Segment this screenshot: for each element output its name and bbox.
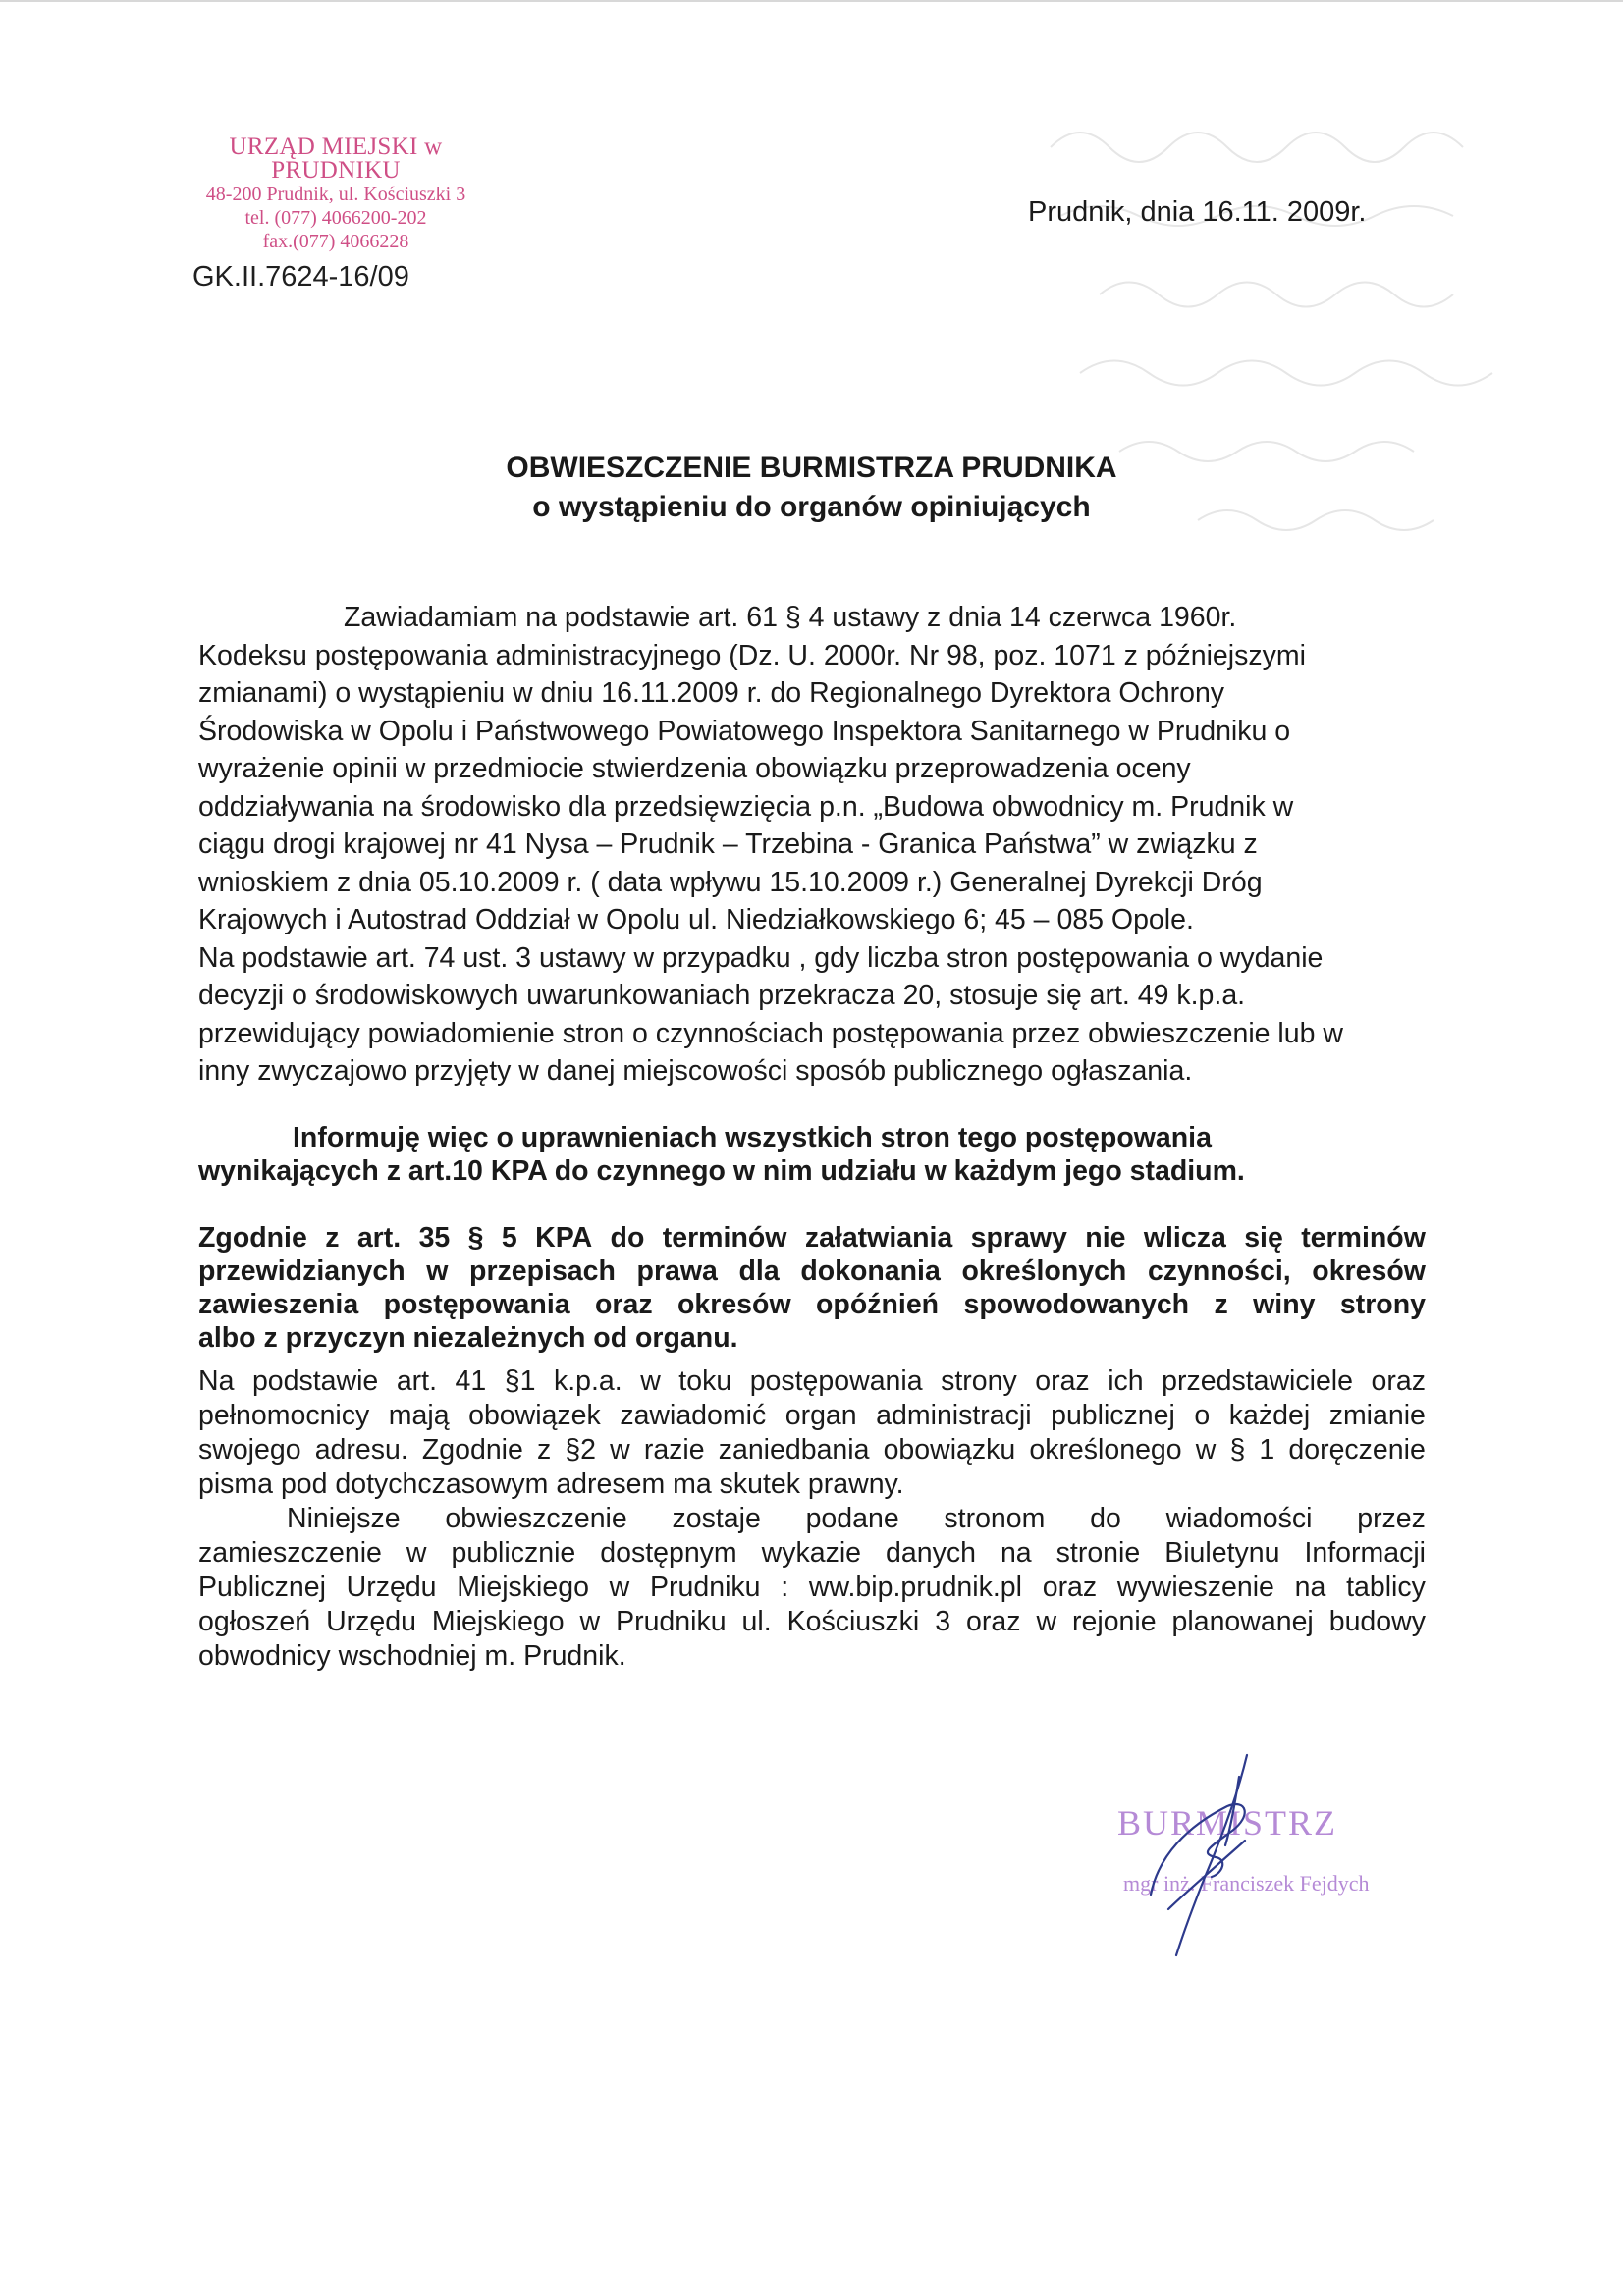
word: Prudniku	[650, 1572, 761, 1603]
word: czynności,	[1147, 1255, 1291, 1287]
word: przez	[1357, 1503, 1426, 1534]
word: dokonania	[800, 1255, 941, 1287]
word: zaniedbania	[718, 1434, 870, 1466]
word: zawiadomić	[620, 1400, 767, 1431]
word: oraz	[1371, 1365, 1426, 1397]
word: adresu.	[314, 1434, 408, 1466]
word: doręczenie	[1288, 1434, 1426, 1466]
stamp-tel: tel. (077) 4066200-202	[244, 207, 427, 229]
article-35-notice	[198, 1221, 1426, 1355]
publication-line: obwodnicy wschodniej m. Prudnik.	[198, 1640, 626, 1672]
word: o	[1194, 1400, 1211, 1431]
mayor-title: BURMISTRZ	[1117, 1803, 1338, 1842]
word: planowanej	[1171, 1606, 1314, 1637]
stamp-title: URZĄD MIEJSKI w PRUDNIKU	[229, 133, 443, 184]
word: podane	[805, 1503, 899, 1534]
body-line: wyrażenie opinii w przedmiocie stwierdzenia obowiązku przeprowadzenia oceny	[198, 753, 1191, 784]
word: zawieszenia	[198, 1289, 359, 1320]
address-line	[198, 1399, 1426, 1433]
word: w	[1195, 1434, 1217, 1466]
word: z	[325, 1222, 340, 1254]
word: z	[536, 1434, 552, 1466]
word: ich	[1108, 1365, 1144, 1397]
word: terminów	[662, 1222, 787, 1254]
word: z	[1214, 1289, 1228, 1320]
body-line: decyzji o środowiskowych uwarunkowaniach przekracza 20, stosuje się art. 49 k.p.a.	[198, 980, 1246, 1011]
body-line: oddziaływania na środowisko dla przedsięwzięcia p.n. „Budowa obwodnicy m. Prudnik w	[198, 790, 1294, 823]
place-date: Prudnik, dnia 16.11. 2009r.	[1028, 196, 1367, 228]
body-line: Kodeksu postępowania administracyjnego (Dz. U. 2000r. Nr 98, poz. 1071 z późniejszymi	[198, 639, 1306, 671]
word: opóźnień	[816, 1289, 940, 1320]
word: Na	[198, 1365, 235, 1397]
word: Biuletynu	[1164, 1537, 1280, 1569]
word: ogłoszeń	[198, 1606, 311, 1637]
word: obwieszczenie	[445, 1503, 627, 1534]
publication-line	[198, 1571, 1426, 1605]
word: określonego	[1029, 1434, 1182, 1466]
body-line: ciągu drogi krajowej nr 41 Nysa – Prudnik – Trzebina - Granica Państwa” w związku z	[198, 828, 1258, 860]
word: obowiązku	[883, 1434, 1016, 1466]
body-line: Środowiska w Opolu i Państwowego Powiatowego Inspektora Sanitarnego w Prudniku o	[198, 715, 1291, 747]
stamp-fax: fax.(077) 4066228	[262, 231, 409, 252]
word: Publicznej	[198, 1572, 326, 1603]
word: w	[406, 1537, 427, 1569]
word: do	[610, 1222, 645, 1254]
word: spowodowanych	[963, 1289, 1190, 1320]
body-line: inny zwyczajowo przyjęty w danej miejscowości sposób publicznego ogłaszania.	[198, 1055, 1193, 1087]
body-line: Krajowych i Autostrad Oddział w Opolu ul. Niedziałkowskiego 6; 45 – 085 Opole.	[198, 904, 1194, 935]
word: wykazie	[761, 1537, 862, 1569]
word: KPA	[535, 1222, 593, 1254]
word: terminów	[1301, 1222, 1426, 1254]
word: swojego	[198, 1434, 301, 1466]
word: Niniejsze	[287, 1503, 401, 1534]
word: dla	[738, 1255, 780, 1287]
word: stronom	[944, 1503, 1046, 1534]
word: prawa	[636, 1255, 718, 1287]
word: się	[1244, 1222, 1283, 1254]
article-35-line: albo z przyczyn niezależnych od organu.	[198, 1322, 738, 1354]
word: zostaje	[672, 1503, 761, 1534]
publication-line	[198, 1605, 1426, 1639]
address-line	[198, 1433, 1426, 1468]
rights-line: wynikających z art.10 KPA do czynnego w nim udziału w każdym jego stadium.	[198, 1155, 1245, 1187]
rights-line: Informuję więc o uprawnieniach wszystkich stron tego postępowania	[293, 1122, 1212, 1153]
word: oraz	[594, 1289, 653, 1320]
word: §1	[504, 1365, 536, 1397]
word: przewidzianych	[198, 1255, 406, 1287]
word: razie	[643, 1434, 705, 1466]
word: mają	[388, 1400, 450, 1431]
word: strony	[1339, 1289, 1426, 1320]
document-subtitle: o wystąpieniu do organów opiniujących	[532, 491, 1091, 523]
body-line: Zawiadamiam na podstawie art. 61 § 4 ustawy z dnia 14 czerwca 1960r.	[344, 602, 1237, 633]
word: :	[781, 1572, 789, 1603]
word: okresów	[676, 1289, 791, 1320]
word: tablicy	[1346, 1572, 1426, 1603]
word: pełnomocnicy	[198, 1400, 370, 1431]
document-title: OBWIESZCZENIE BURMISTRZA PRUDNIKA	[506, 452, 1117, 484]
word: przedstawiciele	[1162, 1365, 1353, 1397]
word: postępowania	[749, 1365, 923, 1397]
word: Kościuszki	[786, 1606, 920, 1637]
word: art.	[396, 1365, 437, 1397]
word: 5	[501, 1222, 517, 1254]
word: Zgodnie	[198, 1222, 307, 1254]
rights-notice	[198, 1121, 1426, 1188]
address-line	[198, 1364, 1426, 1399]
word: przepisach	[469, 1255, 616, 1287]
word: §	[1229, 1434, 1246, 1466]
word: wlicza	[1143, 1222, 1226, 1254]
word: Urzędu	[346, 1572, 437, 1603]
word: art.	[356, 1222, 402, 1254]
article-35-line	[198, 1255, 1426, 1288]
body-line: wnioskiem z dnia 05.10.2009 r. ( data wpływu 15.10.2009 r.) Generalnej Dyrekcji Dróg	[198, 866, 1263, 898]
word: zmianie	[1328, 1400, 1426, 1431]
body-line: zmianami) o wystąpieniu w dniu 16.11.2009 r. do Regionalnego Dyrektora Ochrony	[198, 677, 1225, 709]
body-paragraph	[198, 599, 1426, 1091]
word: stronie	[1055, 1537, 1141, 1569]
word: oraz	[1035, 1365, 1090, 1397]
word: §	[467, 1222, 484, 1254]
word: Miejskiego	[457, 1572, 589, 1603]
word: postępowania	[383, 1289, 570, 1320]
word: Prudniku	[616, 1606, 727, 1637]
word: w	[640, 1365, 661, 1397]
word: §2	[565, 1434, 597, 1466]
word: podstawie	[251, 1365, 379, 1397]
word: oraz	[1042, 1572, 1098, 1603]
body-line: przewidujący powiadomienie stron o czynnościach postępowania przez obwieszczenie lub w	[198, 1017, 1343, 1049]
word: publicznie	[451, 1537, 576, 1569]
word: publicznej	[1051, 1400, 1175, 1431]
word: zamieszczenie	[198, 1537, 382, 1569]
word: do	[1090, 1503, 1121, 1534]
word: sprawy	[970, 1222, 1067, 1254]
word: k.p.a.	[553, 1365, 622, 1397]
office-stamp	[169, 135, 503, 253]
word: w	[426, 1255, 449, 1287]
word: określonych	[961, 1255, 1127, 1287]
article-35-line	[198, 1288, 1426, 1321]
mayor-name: mgr inż. Franciszek Fejdych	[1123, 1871, 1370, 1896]
stamp-address: 48-200 Prudnik, ul. Kościuszki 3	[205, 184, 466, 205]
word: ww.bip.prudnik.pl	[808, 1572, 1022, 1603]
word: na	[1294, 1572, 1326, 1603]
word: strony	[941, 1365, 1017, 1397]
word: oraz	[966, 1606, 1021, 1637]
word: 35	[418, 1222, 451, 1254]
address-change-and-publication	[198, 1364, 1426, 1674]
word: budowy	[1328, 1606, 1426, 1637]
word: okresów	[1312, 1255, 1426, 1287]
word: nie	[1085, 1222, 1126, 1254]
word: w	[609, 1572, 630, 1603]
word: Informacji	[1304, 1537, 1426, 1569]
word: rejonie	[1072, 1606, 1157, 1637]
body-line: Na podstawie art. 74 ust. 3 ustawy w przypadku , gdy liczba stron postępowania o wydanie	[198, 941, 1324, 974]
word: w	[610, 1434, 630, 1466]
word: wiadomości	[1165, 1503, 1313, 1534]
word: dostępnym	[600, 1537, 737, 1569]
word: Zgodnie	[421, 1434, 523, 1466]
word: każdej	[1228, 1400, 1311, 1431]
word: w	[579, 1606, 601, 1637]
word: ul.	[741, 1606, 772, 1637]
word: na	[1000, 1537, 1032, 1569]
word: obowiązek	[468, 1400, 601, 1431]
word: winy	[1253, 1289, 1316, 1320]
word: 3	[935, 1606, 951, 1637]
word: danych	[886, 1537, 976, 1569]
publication-line	[198, 1536, 1426, 1571]
word: administracji	[876, 1400, 1032, 1431]
word: załatwiania	[804, 1222, 953, 1254]
word: 41	[455, 1365, 487, 1397]
word: organ	[784, 1400, 857, 1431]
word: Miejskiego	[431, 1606, 565, 1637]
word: toku	[678, 1365, 732, 1397]
publication-line	[198, 1502, 1426, 1536]
word: 1	[1259, 1434, 1275, 1466]
address-line: pisma pod dotychczasowym adresem ma skutek prawny.	[198, 1468, 904, 1500]
word: Urzędu	[326, 1606, 416, 1637]
handwritten-signature	[1129, 1747, 1276, 1963]
word: w	[1036, 1606, 1057, 1637]
article-35-line	[198, 1221, 1426, 1255]
reference-number: GK.II.7624-16/09	[192, 261, 409, 293]
word: wywieszenie	[1116, 1572, 1274, 1603]
